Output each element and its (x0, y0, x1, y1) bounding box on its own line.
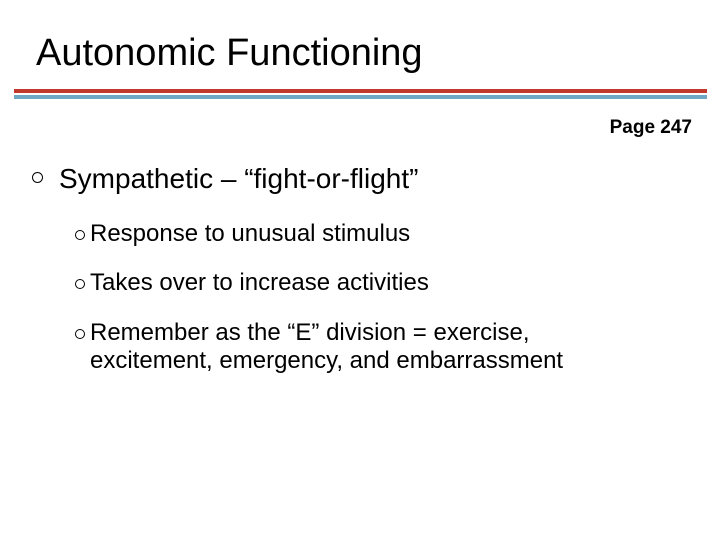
sub-bullet-text: Remember as the “E” division = exercise, excitement, emergency, and embarrassment (90, 319, 564, 374)
title-rule-red (14, 89, 707, 93)
sub-bullet (75, 269, 429, 297)
sub-bullet-text: Takes over to increase activities (90, 269, 429, 296)
main-bullet (32, 162, 418, 196)
slide-title: Autonomic Functioning (36, 32, 423, 74)
sub-bullet (75, 220, 410, 248)
main-bullet-text: Sympathetic – “fight-or-flight” (59, 163, 419, 194)
sub-bullet (75, 319, 655, 375)
page-reference: Page 247 (609, 117, 692, 138)
bullet-circle-icon (32, 172, 43, 183)
bullet-circle-icon (75, 279, 85, 289)
title-rule-blue (14, 95, 707, 99)
sub-bullet-text: Response to unusual stimulus (90, 220, 411, 247)
bullet-circle-icon (75, 230, 85, 240)
bullet-circle-icon (75, 329, 85, 339)
